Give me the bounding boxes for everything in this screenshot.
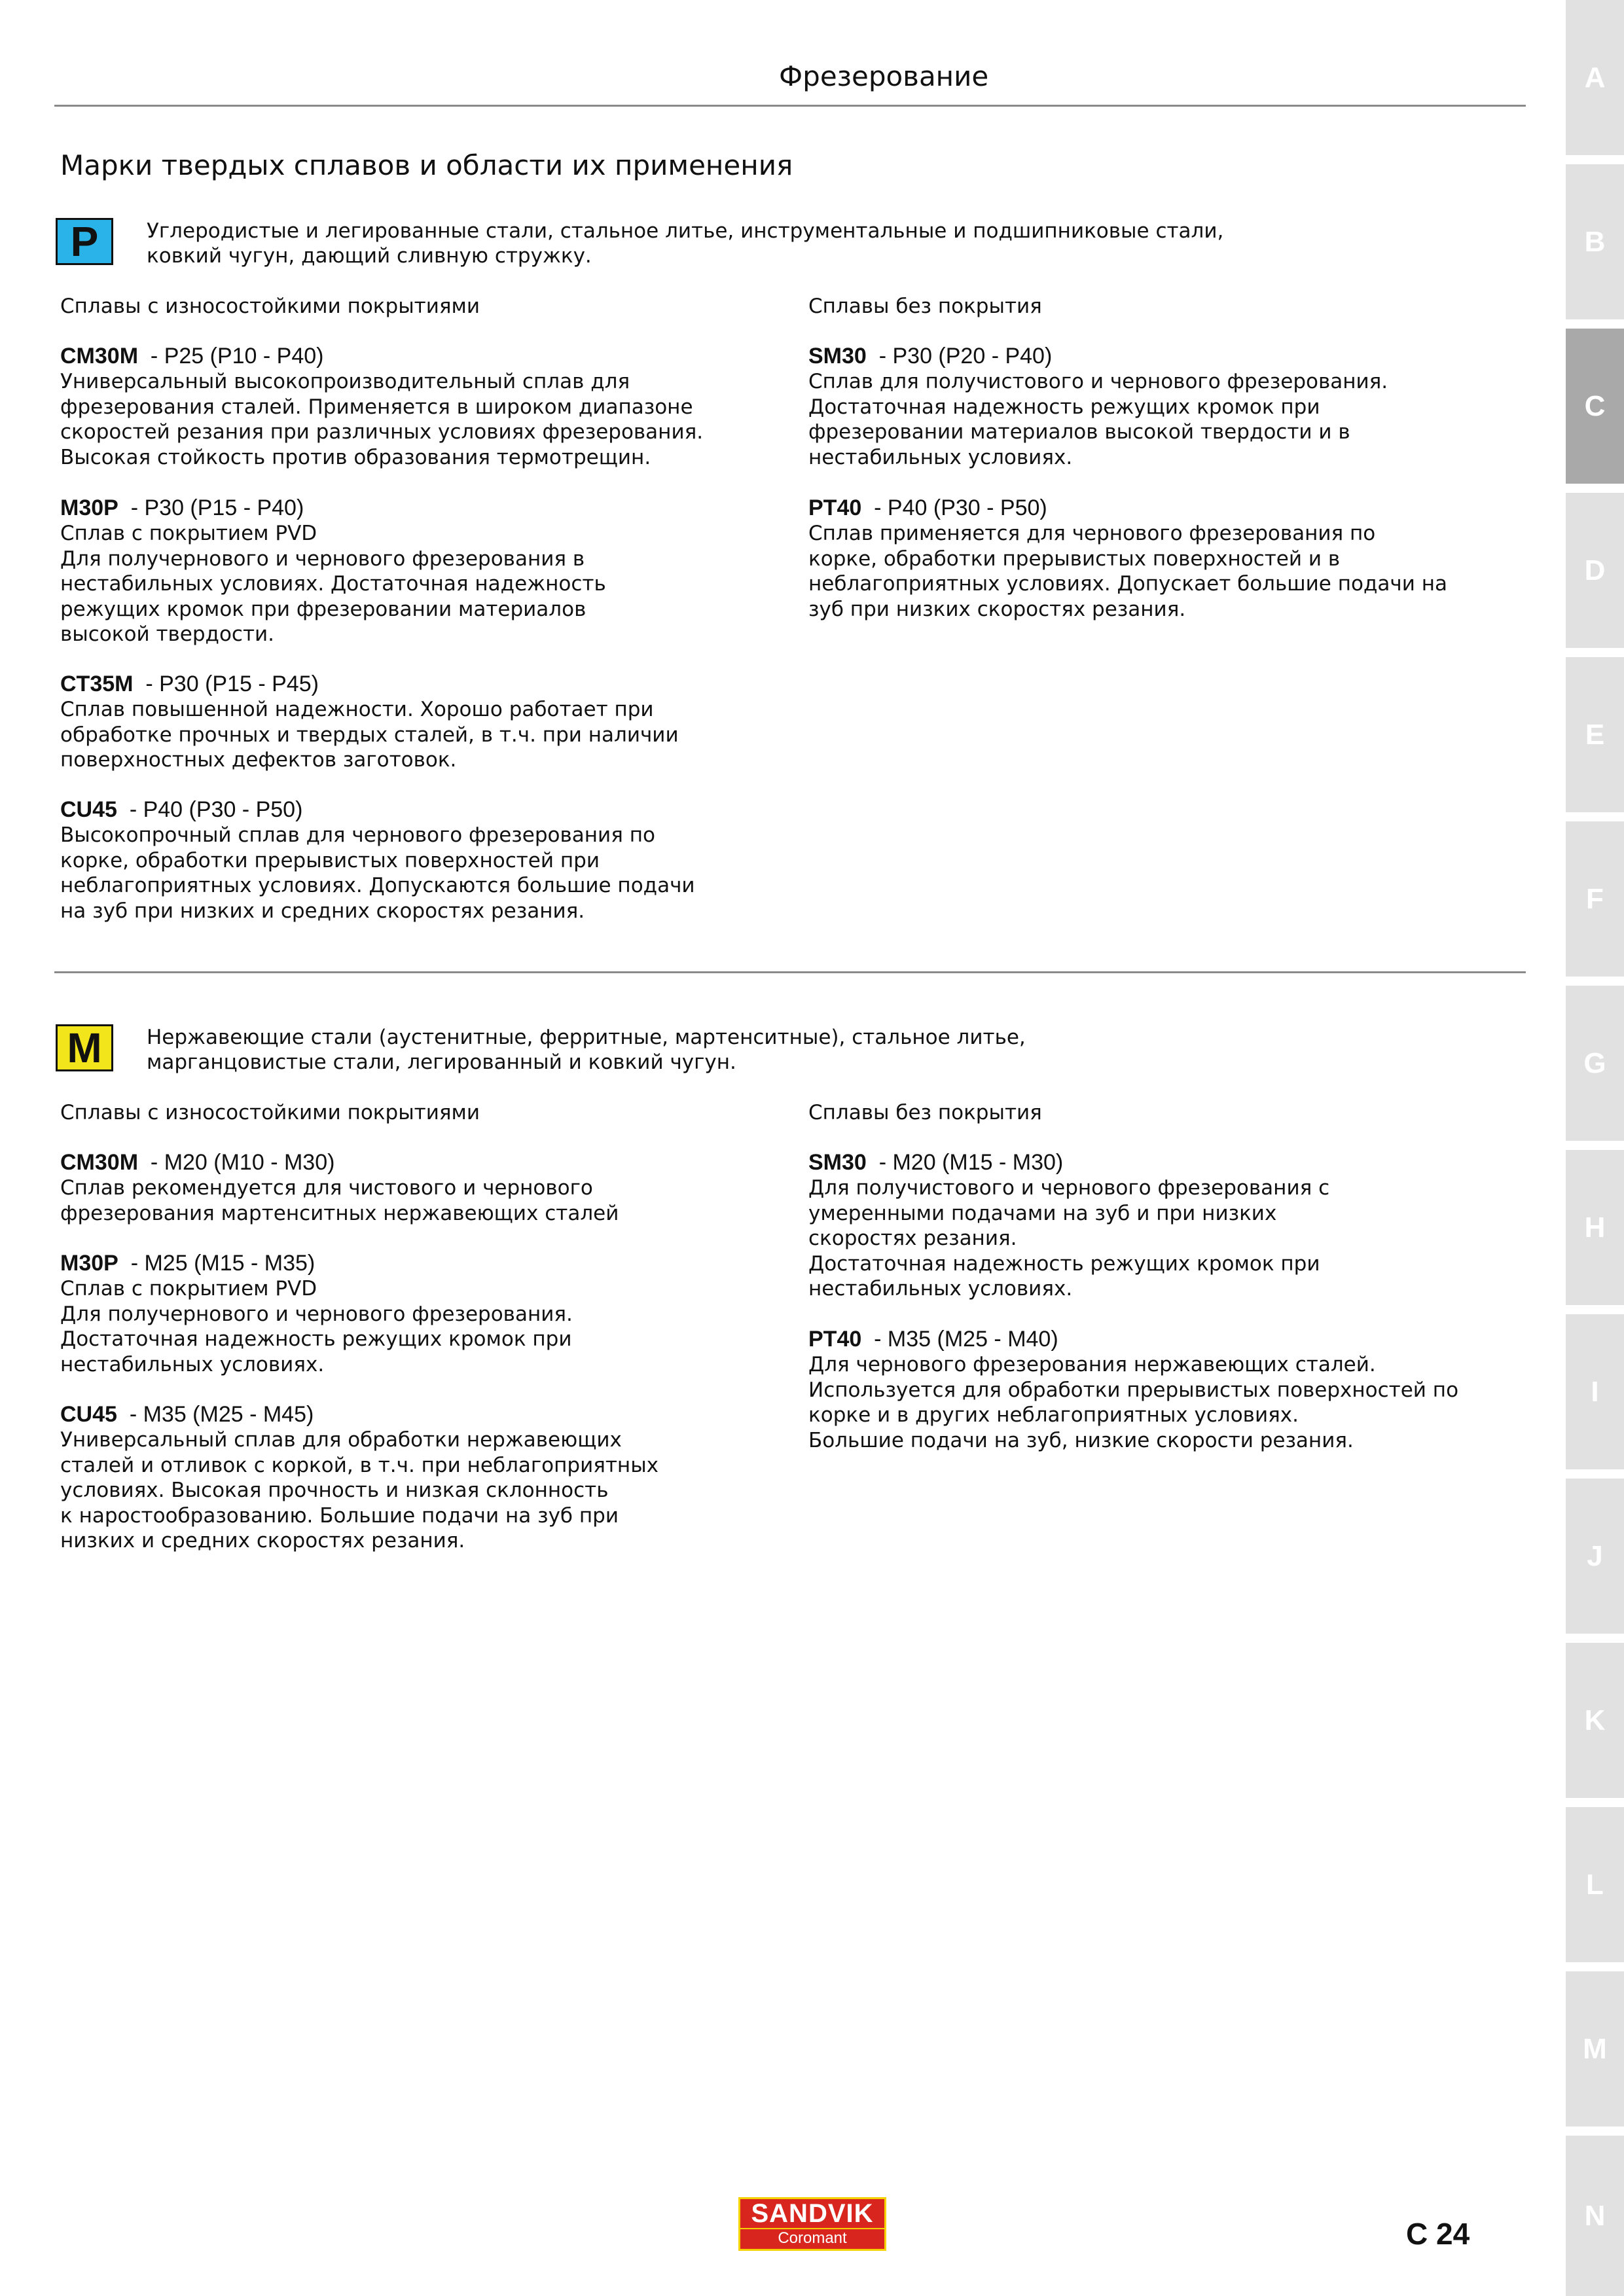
grade-code: CU45 xyxy=(60,1402,117,1427)
grade-range: - M20 (M10 - M30) xyxy=(138,1150,335,1175)
grade-code: CM30M xyxy=(60,344,139,368)
side-tab-f[interactable]: F xyxy=(1566,821,1624,977)
grade-range: - M35 (M25 - M45) xyxy=(117,1402,314,1427)
grade-code: PT40 xyxy=(808,495,862,520)
grade-range: - M25 (M15 - M35) xyxy=(118,1251,316,1276)
grade-code: CT35M xyxy=(60,672,134,696)
iso-m-badge: M xyxy=(56,1024,113,1071)
grade-description: Сплав с покрытием PVD Для получернового и чернового фрезерования в нестабильных условиях. Достаточная надежность режущих кромок при фрезеровании материалов высокой твердости. xyxy=(60,522,606,646)
iso-p-badge: P xyxy=(56,218,113,265)
coated-label-p: Сплавы с износостойкими покрытиями xyxy=(60,295,480,318)
grade-code: CU45 xyxy=(60,797,117,822)
side-tab-c[interactable]: C xyxy=(1566,329,1624,484)
grade-description: Сплав рекомендуется для чистового и чернового фрезерования мартенситных нержавеющих сталей xyxy=(60,1176,619,1225)
section-divider xyxy=(54,971,1526,973)
grade-code: CM30M xyxy=(60,1150,139,1175)
grade-description: Сплав с покрытием PVD Для получернового и чернового фрезерования. Достаточная надежность режущих кромок при нестабильных условиях. xyxy=(60,1277,573,1376)
logo-sub: Coromant xyxy=(740,2228,884,2248)
grade-description: Для получистового и чернового фрезерования с умеренными подачами на зуб и при низких скоростях резания. Достаточная надежность режущих кромок при нестабильных условиях. xyxy=(808,1176,1330,1300)
grade-description: Для чернового фрезерования нержавеющих сталей. Используется для обработки прерывистых поверхностей по корке и в других неблагоприятных условиях. Большие подачи на зуб, низкие скорости резания. xyxy=(808,1353,1459,1452)
sandvik-coromant-logo xyxy=(738,2197,886,2251)
side-tab-a[interactable]: A xyxy=(1566,0,1624,155)
grade-m-sm30 xyxy=(808,1149,1496,1302)
grade-code: SM30 xyxy=(808,1150,867,1175)
grade-range: - M20 (M15 - M30) xyxy=(866,1150,1064,1175)
grade-code: M30P xyxy=(60,1251,118,1276)
grade-p-sm30 xyxy=(808,343,1496,470)
page-heading: Марки твердых сплавов и области их применения xyxy=(60,149,793,181)
grade-range: - P30 (P15 - P40) xyxy=(118,495,304,520)
grade-p-cu45 xyxy=(60,797,748,924)
group-p-description xyxy=(147,219,1259,268)
group-m-description xyxy=(147,1025,1259,1075)
grade-description: Универсальный сплав для обработки нержавеющих сталей и отливок с коркой, в т.ч. при неблагоприятных условиях. Высокая прочность и низкая склонность к наростообразованию. Большие подачи на зуб при низких и средних скоростях резания. xyxy=(60,1428,659,1552)
side-tab-h[interactable]: H xyxy=(1566,1150,1624,1305)
uncoated-label-m: Сплавы без покрытия xyxy=(808,1101,1042,1124)
grade-description: Высокопрочный сплав для чернового фрезерования по корке, обработки прерывистых поверхностей при неблагоприятных условиях. Допускаются большие подачи на зуб при низких и средних скоростях резания. xyxy=(60,823,695,923)
group-p-description-line: ковкий чугун, дающий сливную стружку. xyxy=(147,244,592,268)
grade-m-cm30m xyxy=(60,1149,748,1226)
side-tab-b[interactable]: B xyxy=(1566,164,1624,319)
grade-p-ct35m xyxy=(60,671,748,773)
grade-m-m30p xyxy=(60,1250,748,1377)
side-tab-n[interactable]: N xyxy=(1566,2136,1624,2296)
side-tab-i[interactable]: I xyxy=(1566,1314,1624,1469)
grade-range: - P30 (P15 - P45) xyxy=(133,672,319,696)
side-tab-j[interactable]: J xyxy=(1566,1479,1624,1634)
grade-description: Универсальный высокопроизводительный сплав для фрезерования сталей. Применяется в широком диапазоне скоростей резания при различных условиях фрезерования. Высокая стойкость против образования термотрещин. xyxy=(60,370,704,469)
grade-range: - P40 (P30 - P50) xyxy=(117,797,303,822)
side-tab-g[interactable]: G xyxy=(1566,986,1624,1141)
logo-brand: SANDVIK xyxy=(751,2199,874,2228)
coated-label-m: Сплавы с износостойкими покрытиями xyxy=(60,1101,480,1124)
side-tab-m[interactable]: M xyxy=(1566,1971,1624,2126)
page-number: C 24 xyxy=(1406,2217,1470,2251)
page-section-title: Фрезерование xyxy=(779,60,989,92)
grade-code: M30P xyxy=(60,495,118,520)
uncoated-label-p: Сплавы без покрытия xyxy=(808,295,1042,318)
grade-range: - P30 (P20 - P40) xyxy=(866,344,1053,368)
grade-p-pt40 xyxy=(808,495,1496,622)
grade-description: Сплав для получистового и чернового фрезерования. Достаточная надежность режущих кромок при фрезеровании материалов высокой твердости и в нестабильных условиях. xyxy=(808,370,1388,469)
grade-m-cu45 xyxy=(60,1401,748,1554)
grade-m-pt40 xyxy=(808,1326,1496,1453)
grade-range: - P40 (P30 - P50) xyxy=(861,495,1047,520)
grade-description: Сплав применяется для чернового фрезерования по корке, обработки прерывистых поверхностей и в неблагоприятных условиях. Допускает большие подачи на зуб при низких скоростях резания. xyxy=(808,522,1447,621)
grade-range: - M35 (M25 - M40) xyxy=(861,1327,1058,1352)
grade-p-cm30m xyxy=(60,343,748,470)
group-m-description-line: Нержавеющие стали (аустенитные, ферритные, мартенситные), стальное литье, xyxy=(147,1026,1026,1049)
side-tab-d[interactable]: D xyxy=(1566,493,1624,648)
header-divider xyxy=(54,105,1526,107)
side-tab-l[interactable]: L xyxy=(1566,1807,1624,1962)
side-tab-k[interactable]: K xyxy=(1566,1643,1624,1798)
group-m-description-line: марганцовистые стали, легированный и ковкий чугун. xyxy=(147,1050,736,1074)
grade-p-m30p xyxy=(60,495,748,647)
grade-code: SM30 xyxy=(808,344,867,368)
grade-description: Сплав повышенной надежности. Хорошо работает при обработке прочных и твердых сталей, в т.ч. при наличии поверхностных дефектов заготовок. xyxy=(60,698,679,772)
grade-code: PT40 xyxy=(808,1327,862,1352)
group-p-description-line: Углеродистые и легированные стали, стальное литье, инструментальные и подшипниковые стали, xyxy=(147,219,1224,243)
side-tab-e[interactable]: E xyxy=(1566,657,1624,812)
grade-range: - P25 (P10 - P40) xyxy=(138,344,324,368)
